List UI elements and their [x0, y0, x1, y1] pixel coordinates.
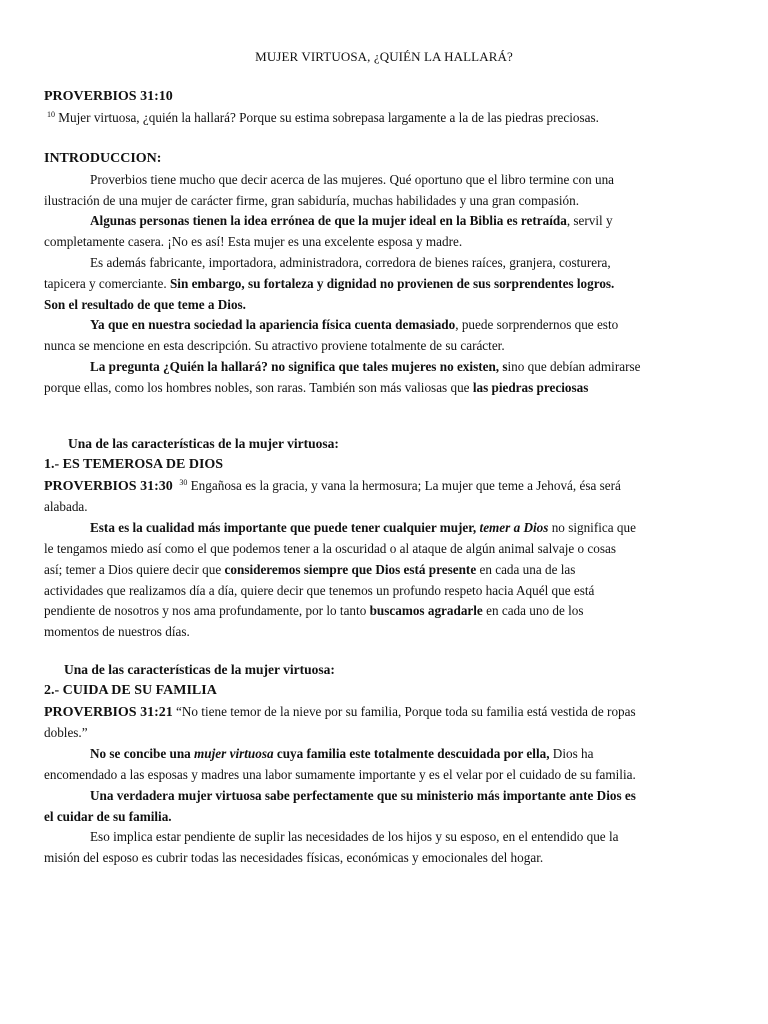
paragraph-line: nunca se mencione en esta descripción. Su atractivo proviene totalmente de su carácter.	[44, 338, 505, 354]
verse-number: 10	[47, 109, 55, 119]
paragraph-line: Proverbios tiene mucho que decir acerca de las mujeres. Qué oportuno que el libro termine con una	[90, 171, 615, 187]
paragraph-line: Una verdadera mujer virtuosa sabe perfectamente que su ministerio más importante ante Dios es	[90, 787, 636, 803]
paragraph-line: No se concibe una mujer virtuosa cuya familia este totalmente descuidada por ella, Dios ha	[90, 746, 594, 762]
verse-reference: PROVERBIOS 31:21	[44, 704, 173, 720]
paragraph-line: alabada.	[44, 499, 88, 515]
paragraph-line: porque ellas, como los hombres nobles, son raras. También son más valiosas que las piedras preciosas	[44, 379, 589, 395]
section-heading: 2.- CUIDA DE SU FAMILIA	[44, 682, 217, 698]
verse-reference: PROVERBIOS 31:10	[44, 89, 173, 104]
paragraph-line: Es además fabricante, importadora, administradora, corredora de bienes raíces, granjera, costurera,	[90, 254, 611, 270]
verse-text: PROVERBIOS 31:21 “No tiene temor de la nieve por su familia, Porque toda su familia está vestida de ropas	[44, 703, 636, 720]
section-heading: 1.- ES TEMEROSA DE DIOS	[44, 456, 224, 472]
verse-reference: PROVERBIOS 31:30	[44, 478, 173, 494]
paragraph-line: Algunas personas tienen la idea errónea de que la mujer ideal en la Biblia es retraída, servil y	[90, 213, 613, 229]
verse-text: $^{10}$ Mujer virtuosa, ¿quién la hallará? Porque su estima sobrepasa largamente a la de las piedras preciosas.	[47, 109, 599, 125]
paragraph-line: momentos de nuestros días.	[44, 624, 190, 640]
paragraph-line: Ya que en nuestra sociedad la apariencia física cuenta demasiado, puede sorprendernos que esto	[90, 317, 619, 333]
paragraph-line: le tengamos miedo así como el que podemos tener a la oscuridad o al ataque de algún animal salvaje o cosas	[44, 540, 617, 556]
section-1	[44, 434, 734, 643]
paragraph-line: completamente casera. ¡No es así! Esta mujer es una excelente esposa y madre.	[44, 234, 463, 250]
characteristic-heading: Una de las características de la mujer virtuosa:	[68, 436, 339, 451]
paragraph-line: ilustración de una mujer de carácter firme, gran sabiduría, muchas habilidades y una gran compasión.	[44, 192, 579, 208]
introduction-section	[44, 149, 734, 399]
verse-block-1	[44, 87, 734, 129]
verse-text: PROVERBIOS 31:30 $^{30}$ Engañosa es la gracia, y vana la hermosura; La mujer que teme a Jehová, ésa será	[44, 477, 621, 494]
paragraph-line: misión del esposo es cubrir todas las necesidades físicas, económicas y emocionales del hogar.	[44, 850, 544, 866]
paragraph-line: así; temer a Dios quiere decir que consideremos siempre que Dios está presente en cada una de las	[44, 561, 576, 577]
paragraph-line: encomendado a las esposas y madres una labor sumamente importante y es el velar por el cuidado de su familia.	[44, 766, 636, 782]
verse-number: 30	[179, 477, 188, 487]
paragraph-line: Son el resultado de que teme a Dios.	[44, 296, 246, 312]
paragraph-line: La pregunta ¿Quién la hallará? no significa que tales mujeres no existen, sino que debían admirarse	[90, 358, 641, 374]
paragraph-line: dobles.”	[44, 725, 88, 741]
characteristic-heading: Una de las características de la mujer virtuosa:	[64, 662, 335, 677]
paragraph-line: actividades que realizamos día a día, quiere decir que tenemos un profundo respeto hacia Aquél que está	[44, 582, 595, 598]
document-title: MUJER VIRTUOSA, ¿QUIÉN LA HALLARÁ?	[255, 49, 513, 64]
section-heading: INTRODUCCION:	[44, 151, 162, 166]
paragraph-line: tapicera y comerciante. Sin embargo, su fortaleza y dignidad no provienen de sus sorprendentes logros.	[44, 275, 615, 291]
paragraph-line: el cuidar de su familia.	[44, 808, 172, 824]
paragraph-line: pendiente de nosotros y nos ama profundamente, por lo tanto buscamos agradarle en cada uno de los	[44, 603, 584, 619]
paragraph-line: Eso implica estar pendiente de suplir las necesidades de los hijos y su esposo, en el entendido que la	[90, 829, 619, 845]
section-2	[44, 660, 734, 869]
paragraph-line: Esta es la cualidad más importante que puede tener cualquier mujer, temer a Dios no significa que	[90, 520, 636, 536]
